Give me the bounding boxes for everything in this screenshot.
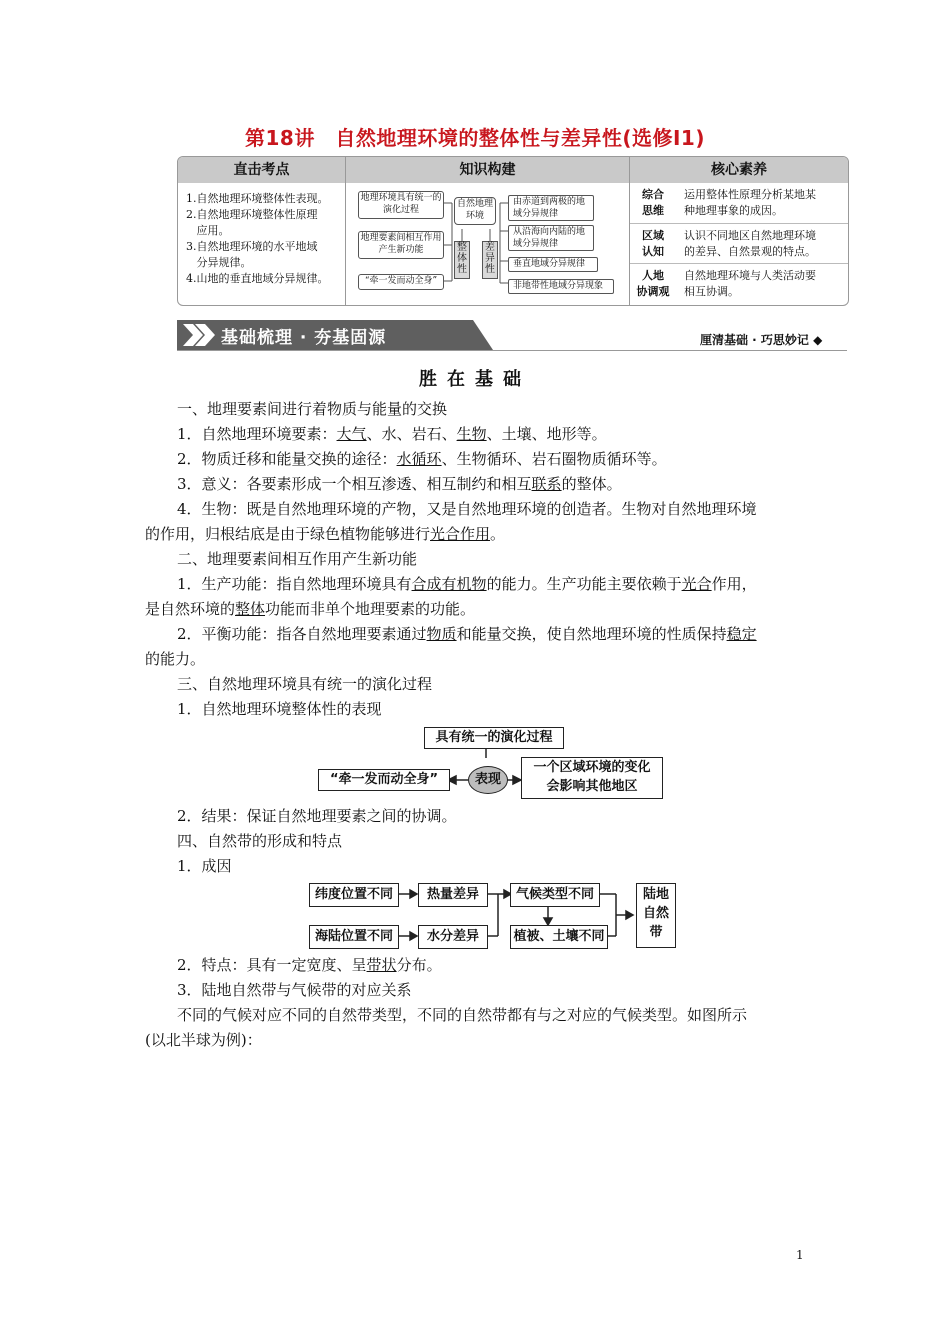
- diagram2-water-box: 水分差异: [418, 925, 488, 949]
- knowledge-left-1: 地理环境具有统一的演化过程: [358, 191, 444, 219]
- heading-3: 三、自然地理环境具有统一的演化过程: [177, 675, 433, 693]
- diagram2-climate-box: 气候类型不同: [510, 883, 600, 907]
- diagram2-heat-box: 热量差异: [418, 883, 488, 907]
- diagram1-left-box: “牵一发而动全身”: [318, 769, 450, 791]
- overview-header-knowledge: 知识构建: [346, 157, 629, 183]
- diagram1-center-ellipse: 表现: [468, 766, 508, 794]
- diagram2-natural-zone-box: 陆地 自然 带: [636, 883, 676, 948]
- diamond-icon: ◆: [813, 333, 823, 347]
- heading-2: 二、地理要素间相互作用产生新功能: [177, 550, 418, 568]
- knowledge-right-2: 从沿海向内陆的地域分异规律: [508, 225, 594, 251]
- knowledge-right-1: 由赤道到两极的地域分异规律: [508, 195, 594, 221]
- para-4-3: 3．陆地自然带与气候带的对应关系: [177, 981, 412, 999]
- para-1-1: 1．自然地理环境要素：大气、水、岩石、生物、土壤、地形等。: [177, 425, 607, 443]
- knowledge-left-2: 地理要素间相互作用产生新功能: [358, 231, 444, 259]
- banner-title: 基础梳理 · 夯基固源: [221, 328, 387, 348]
- para-4-2: 2．特点：具有一定宽度、呈带状分布。: [177, 956, 442, 974]
- core-row-2: 区域 认知 认识不同地区自然地理环境 的差异、自然景观的特点。: [630, 223, 848, 264]
- para-4-4b: (以北半球为例)：: [145, 1031, 262, 1049]
- section-banner: [177, 320, 473, 350]
- core-row-1: 综合 思维 运用整体性原理分析某地某 种地理事象的成因。: [642, 188, 816, 217]
- exam-points: 1.自然地理环境整体性表现。 2.自然地理环境整体性原理 应用。 3.自然地理环境的水平地域 分异规律。 4.山地的垂直地域分异规律。: [186, 192, 329, 285]
- diagram2-vegetation-box: 植被、土壤不同: [510, 925, 608, 949]
- knowledge-left-3: “牵一发而动全身”: [358, 274, 444, 290]
- para-2-2b: 的能力。: [145, 650, 206, 668]
- para-1-4a: 4．生物：既是自然地理环境的产物，又是自然地理环境的创造者。生物对自然地理环境: [177, 500, 757, 518]
- diagram1-right-box: 一个区域环境的变化 会影响其他地区: [521, 757, 663, 799]
- heading-4: 四、自然带的形成和特点: [177, 832, 343, 850]
- para-1-2: 2．物质迁移和能量交换的途径：水循环、生物循环、岩石圈物质循环等。: [177, 450, 667, 468]
- knowledge-integral: 整体性: [454, 241, 470, 279]
- para-1-4b: 的作用，归根结底是由于绿色植物能够进行光合作用。: [145, 525, 506, 543]
- diagram2-latitude-box: 纬度位置不同: [309, 883, 399, 907]
- banner-tail: [473, 320, 493, 350]
- diagram1-top-box: 具有统一的演化过程: [424, 727, 564, 749]
- para-2-2a: 2．平衡功能：指各自然地理要素通过物质和能量交换，使自然地理环境的性质保持稳定: [177, 625, 757, 643]
- para-4-4a: 不同的气候对应不同的自然带类型，不同的自然带都有与之对应的气候类型。如图所示: [177, 1006, 748, 1024]
- knowledge-right-3: 垂直地域分异规律: [508, 257, 598, 272]
- para-3-1: 1．自然地理环境整体性的表现: [177, 700, 382, 718]
- banner-subtitle: 厘清基础 · 巧思妙记 ◆: [700, 333, 823, 347]
- knowledge-right-4: 非地带性地域分异现象: [508, 279, 614, 294]
- page-number: 1: [796, 1248, 804, 1262]
- banner-rule: [177, 350, 847, 351]
- diagram2-land-sea-box: 海陆位置不同: [309, 925, 399, 949]
- double-chevron-icon: [183, 324, 217, 346]
- overview-header-points: 直击考点: [178, 157, 345, 183]
- section-subhead: 胜在基础: [419, 369, 531, 390]
- heading-1: 一、地理要素间进行着物质与能量的交换: [177, 400, 448, 418]
- para-3-2: 2．结果：保证自然地理要素之间的协调。: [177, 807, 457, 825]
- para-2-1b: 是自然环境的整体功能而非单个地理要素的功能。: [145, 600, 476, 618]
- overview-table: [177, 156, 849, 306]
- core-row-3: 人地 协调观 自然地理环境与人类活动要 相互协调。: [630, 263, 848, 306]
- knowledge-center: 自然地理环境: [454, 197, 496, 225]
- para-1-3: 3．意义：各要素形成一个相互渗透、相互制约和相互联系的整体。: [177, 475, 622, 493]
- para-4-1: 1．成因: [177, 857, 232, 875]
- overview-header-core: 核心素养: [630, 157, 848, 183]
- page-title: 第18讲 自然地理环境的整体性与差异性(选修Ⅰ1): [245, 126, 705, 150]
- knowledge-diff: 差异性: [482, 241, 498, 279]
- para-2-1a: 1．生产功能：指自然地理环境具有合成有机物的能力。生产功能主要依赖于光合作用，: [177, 575, 757, 593]
